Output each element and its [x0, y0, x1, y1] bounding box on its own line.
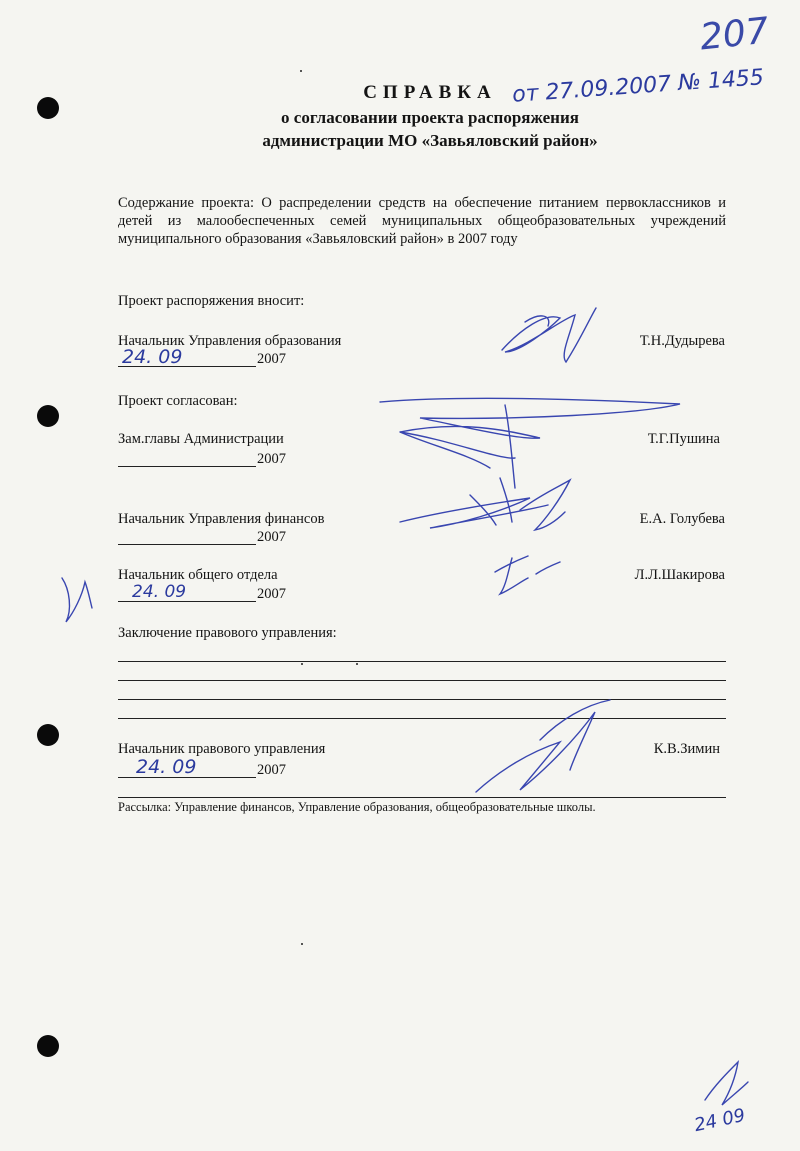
handwritten-date: 24. 09 [122, 346, 183, 368]
signature-zimin-upper [540, 700, 610, 740]
signature-golubeva-mark [470, 478, 570, 530]
document-subtitle-1: о согласовании проекта распоряжения [281, 108, 579, 127]
approved-label: Проект согласован: [118, 393, 238, 409]
date-year: 2007 [257, 529, 286, 545]
legal-conclusion-label: Заключение правового управления: [118, 625, 337, 641]
signature-dudyreva [502, 308, 596, 362]
date-year: 2007 [257, 451, 286, 467]
signatory-name: Л.Л.Шакирова [634, 567, 725, 583]
signatory-name: К.В.Зимин [653, 741, 720, 757]
document-title: СПРАВКА [363, 82, 497, 103]
signatory-position: Начальник Управления образования [118, 333, 342, 349]
introduced-by-label: Проект распоряжения вносит: [118, 293, 305, 309]
signature-pushina [380, 398, 680, 458]
handwritten-page-number: 207 [698, 10, 771, 59]
signatory-position: Начальник Управления финансов [118, 511, 325, 527]
bottom-initials [705, 1062, 748, 1105]
signatory-position: Начальник правового управления [118, 741, 326, 757]
signatory-name: Е.А. Голубева [639, 511, 725, 527]
project-content: Содержание проекта: О распределении средств на обеспечение питанием первоклассников и детей из малообеспеченных семей муниципальных общеобразовательных учреждений муниципального образования «Завьяловский район» в 2007 году [118, 195, 726, 247]
signature-golubeva [400, 498, 548, 528]
handwritten-registration: от 27.09.2007 № 1455 [511, 65, 765, 108]
date-year: 2007 [257, 586, 286, 602]
handwritten-date: 24. 09 [132, 582, 187, 602]
signatory-position: Начальник общего отдела [118, 567, 278, 583]
signatory-position: Зам.главы Администрации [118, 431, 284, 447]
signatory-name: Т.Н.Дудырева [639, 333, 725, 349]
handwritten-bottom-date: 24 09 [692, 1104, 748, 1137]
date-year: 2007 [257, 762, 286, 778]
document-subtitle-2: администрации МО «Завьяловский район» [262, 131, 598, 150]
signature-zimin [476, 712, 595, 792]
signatory-name: Т.Г.Пушина [647, 431, 720, 447]
signature-shakirova [495, 556, 560, 594]
margin-mark [62, 578, 92, 622]
handwritten-date: 24. 09 [136, 756, 197, 778]
distribution-list: Рассылка: Управление финансов, Управление образования, общеобразовательные школы. [118, 800, 596, 814]
date-year: 2007 [257, 351, 286, 367]
